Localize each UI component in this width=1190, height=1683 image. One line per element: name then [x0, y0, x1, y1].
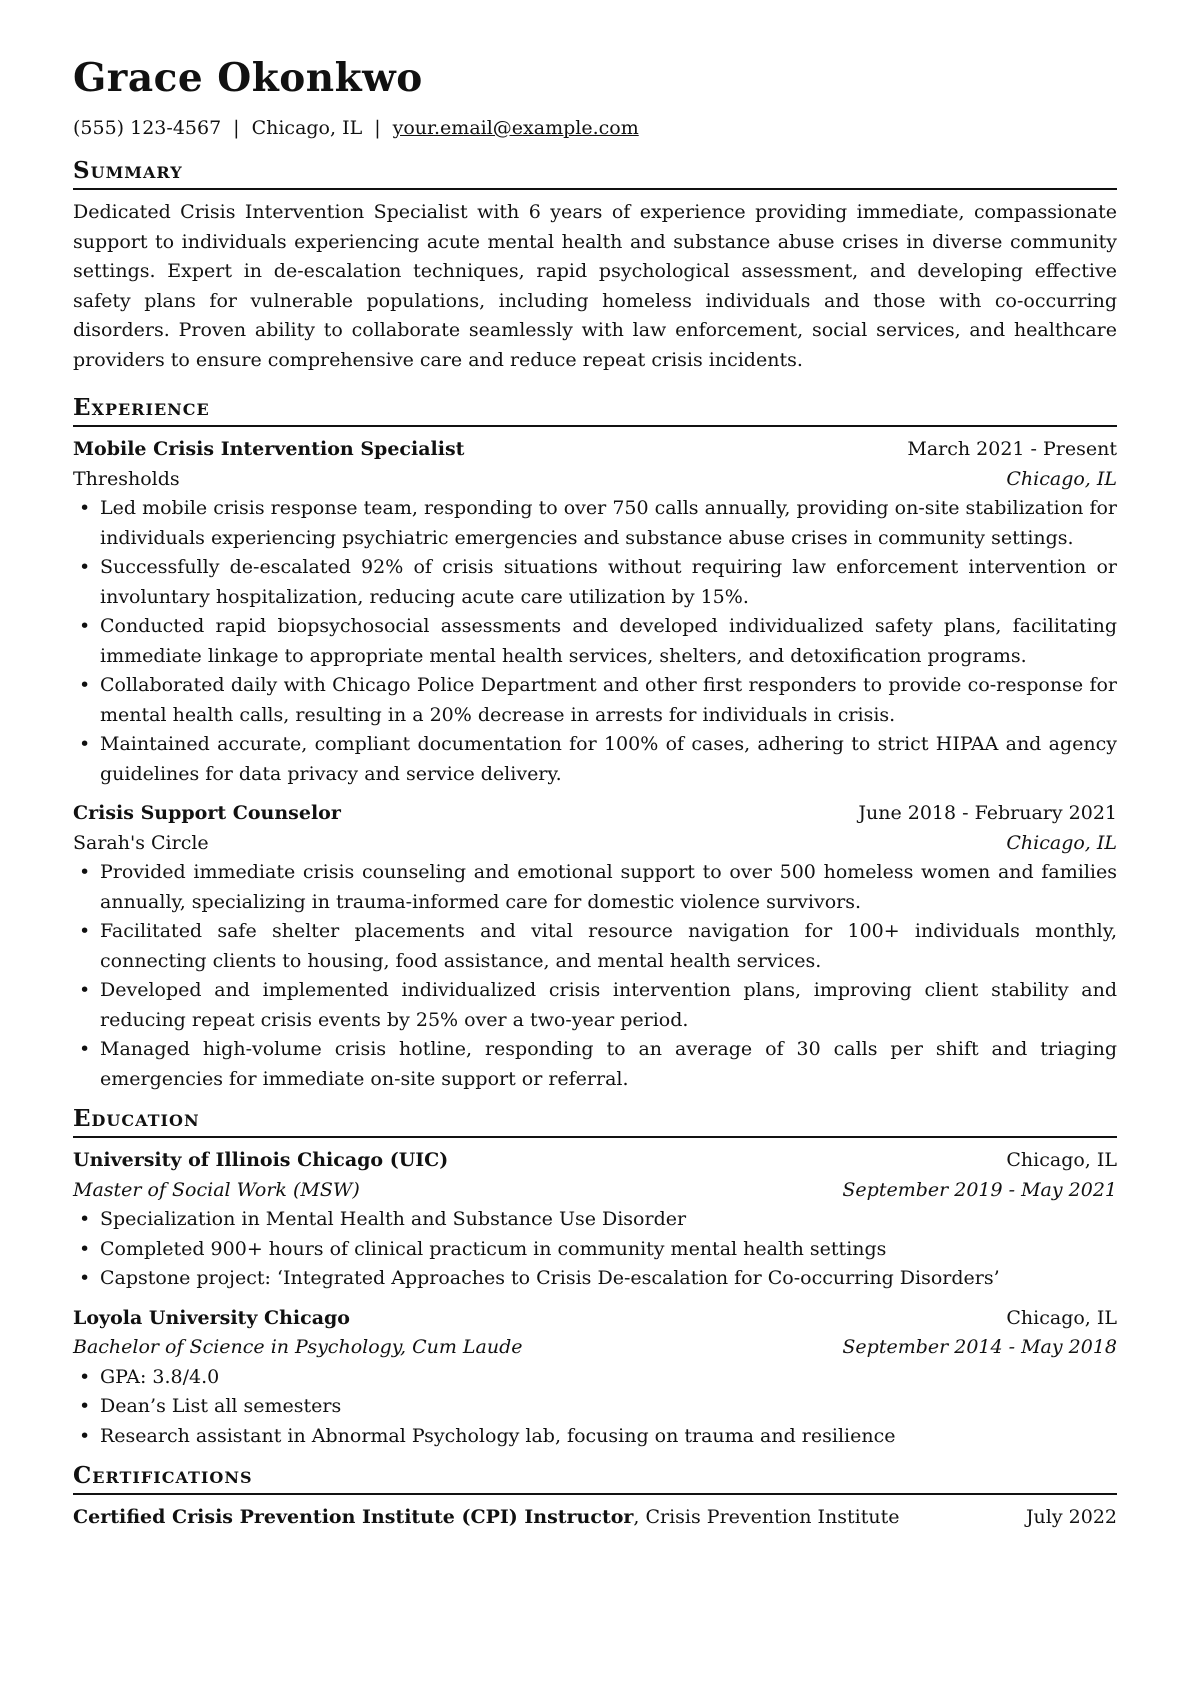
- school-name: Loyola University Chicago: [73, 1306, 350, 1329]
- list-item: [73, 1235, 1117, 1265]
- bullet-text: Collaborated daily with Chicago Police Department and other first responders to provide co-response for mental health calls, resulting in a 20% decrease in arrests for individuals in crisis.: [100, 674, 1117, 726]
- list-item: [73, 976, 1117, 1035]
- contact-line: [73, 114, 1117, 142]
- bullet-icon: •: [79, 920, 91, 942]
- bullet-icon: •: [79, 1395, 91, 1417]
- bullet-text: Successfully de-escalated 92% of crisis situations without requiring law enforcement intervention or involuntary hospitalization, reducing acute care utilization by 15%.: [100, 556, 1117, 608]
- list-item: [73, 1264, 1117, 1294]
- separator: |: [374, 117, 381, 139]
- email-link[interactable]: your.email@example.com: [392, 117, 639, 139]
- bullet-icon: •: [79, 979, 91, 1001]
- bullet-text: Specialization in Mental Health and Substance Use Disorder: [100, 1208, 687, 1230]
- bullet-icon: •: [79, 1424, 91, 1447]
- location: Chicago, IL: [251, 117, 363, 139]
- education-header-row: [73, 1146, 1117, 1176]
- section-title-summary: Summary: [73, 156, 1117, 190]
- bullet-icon: •: [79, 1267, 91, 1289]
- job-header-row: [73, 799, 1117, 829]
- certification-text: [73, 1503, 900, 1533]
- list-item: [73, 858, 1117, 917]
- list-item: [73, 612, 1117, 671]
- school-name: University of Illinois Chicago (UIC): [73, 1149, 449, 1171]
- job-entry: [73, 435, 1117, 789]
- bullet-text: Managed high-volume crisis hotline, responding to an average of 30 calls per shift and triaging emergencies for immediate on-site support or referral.: [100, 1038, 1117, 1090]
- bullet-text: Completed 900+ hours of clinical practicum in community mental health settings: [100, 1237, 887, 1260]
- bullet-text: Provided immediate crisis counseling and emotional support to over 500 homeless women and families annually, specializing in trauma-informed care for domestic violence survivors.: [100, 861, 1117, 913]
- job-organization: Thresholds: [73, 467, 180, 490]
- education-sub-row: [73, 1333, 1117, 1363]
- summary-section: [73, 156, 1117, 375]
- section-title-experience: Experience: [73, 393, 1117, 427]
- bullet-icon: •: [79, 674, 91, 696]
- list-item: [73, 730, 1117, 789]
- degree: Master of Social Work (MSW): [73, 1178, 360, 1201]
- bullet-icon: •: [79, 1365, 91, 1388]
- bullet-icon: •: [79, 1208, 91, 1230]
- bullet-text: Maintained accurate, compliant documentation for 100% of cases, adhering to strict HIPAA and agency guidelines for data privacy and service delivery.: [100, 733, 1117, 785]
- job-sub-row: [73, 829, 1117, 859]
- job-bullets: [73, 858, 1117, 1094]
- bullet-icon: •: [79, 861, 91, 883]
- summary-text: Dedicated Crisis Intervention Specialist with 6 years of experience providing immediate, compassionate support to individuals experiencing acute mental health and substance abuse crises in diverse community settings. Expert in de-escalation techniques, rapid psychological assessment, and developing effective safety plans for vulnerable populations, including homeless individuals and those with co-occurring disorders. Proven ability to collaborate seamlessly with law enforcement, social services, and healthcare providers to ensure comprehensive care and reduce repeat crisis incidents.: [73, 201, 1117, 371]
- list-item: [73, 1422, 1117, 1452]
- bullet-text: Conducted rapid biopsychosocial assessments and developed individualized safety plans, facilitating immediate linkage to appropriate mental health services, shelters, and detoxification programs.: [100, 615, 1117, 667]
- job-organization: Sarah's Circle: [73, 831, 209, 854]
- list-item: [73, 1392, 1117, 1422]
- bullet-icon: •: [79, 497, 91, 519]
- bullet-text: GPA: 3.8/4.0: [100, 1365, 220, 1388]
- job-dates: June 2018 - February 2021: [858, 802, 1117, 824]
- school-location: Chicago, IL: [1006, 1306, 1117, 1329]
- education-section: [73, 1104, 1117, 1451]
- list-item: [73, 1205, 1117, 1235]
- bullet-text: Research assistant in Abnormal Psychology lab, focusing on trauma and resilience: [100, 1424, 896, 1447]
- bullet-icon: •: [79, 556, 91, 578]
- job-header-row: [73, 435, 1117, 465]
- list-item: [73, 1363, 1117, 1393]
- phone-number: (555) 123-4567: [73, 117, 222, 139]
- bullet-text: Facilitated safe shelter placements and vital resource navigation for 100+ individuals monthly, connecting clients to housing, food assistance, and mental health services.: [100, 920, 1117, 972]
- job-bullets: [73, 494, 1117, 789]
- job-location: Chicago, IL: [1006, 831, 1117, 854]
- candidate-name: Grace Okonkwo: [73, 55, 423, 101]
- certification-name: Certified Crisis Prevention Institute (CPI) Instructor: [73, 1506, 634, 1528]
- bullet-icon: •: [79, 1237, 91, 1260]
- education-bullets: [73, 1205, 1117, 1294]
- job-role: Crisis Support Counselor: [73, 802, 341, 824]
- certification-date: July 2022: [1025, 1506, 1117, 1528]
- section-title-education: Education: [73, 1104, 1117, 1138]
- bullet-icon: •: [79, 615, 91, 637]
- bullet-text: Capstone project: ‘Integrated Approaches to Crisis De-escalation for Co-occurring Disorders’: [100, 1267, 1000, 1289]
- education-bullets: [73, 1363, 1117, 1452]
- list-item: [73, 553, 1117, 612]
- education-header-row: [73, 1304, 1117, 1334]
- separator: |: [233, 117, 240, 139]
- job-role: Mobile Crisis Intervention Specialist: [73, 438, 465, 460]
- list-item: [73, 494, 1117, 553]
- list-item: [73, 917, 1117, 976]
- school-location: Chicago, IL: [1006, 1149, 1117, 1171]
- education-sub-row: [73, 1176, 1117, 1206]
- job-dates: March 2021 - Present: [907, 438, 1117, 460]
- bullet-text: Dean’s List all semesters: [100, 1395, 342, 1417]
- job-sub-row: [73, 465, 1117, 495]
- bullet-text: Led mobile crisis response team, responding to over 750 calls annually, providing on-site stabilization for individuals experiencing psychiatric emergencies and substance abuse crises in community settings.: [100, 497, 1117, 549]
- certification-row: [73, 1503, 1117, 1533]
- education-entry: [73, 1304, 1117, 1452]
- list-item: [73, 671, 1117, 730]
- list-item: [73, 1035, 1117, 1094]
- education-dates: September 2019 - May 2021: [842, 1178, 1117, 1201]
- education-dates: September 2014 - May 2018: [842, 1336, 1117, 1358]
- education-entry: [73, 1146, 1117, 1294]
- experience-section: [73, 393, 1117, 1094]
- bullet-text: Developed and implemented individualized crisis intervention plans, improving client stability and reducing repeat crisis events by 25% over a two-year period.: [100, 979, 1117, 1031]
- degree: Bachelor of Science in Psychology, Cum Laude: [73, 1336, 523, 1358]
- bullet-icon: •: [79, 733, 91, 755]
- job-location: Chicago, IL: [1006, 467, 1117, 490]
- section-title-certifications: Certifications: [73, 1461, 1117, 1495]
- bullet-icon: •: [79, 1038, 91, 1060]
- certification-issuer: , Crisis Prevention Institute: [633, 1506, 900, 1528]
- certifications-section: [73, 1461, 1117, 1533]
- job-entry: [73, 799, 1117, 1094]
